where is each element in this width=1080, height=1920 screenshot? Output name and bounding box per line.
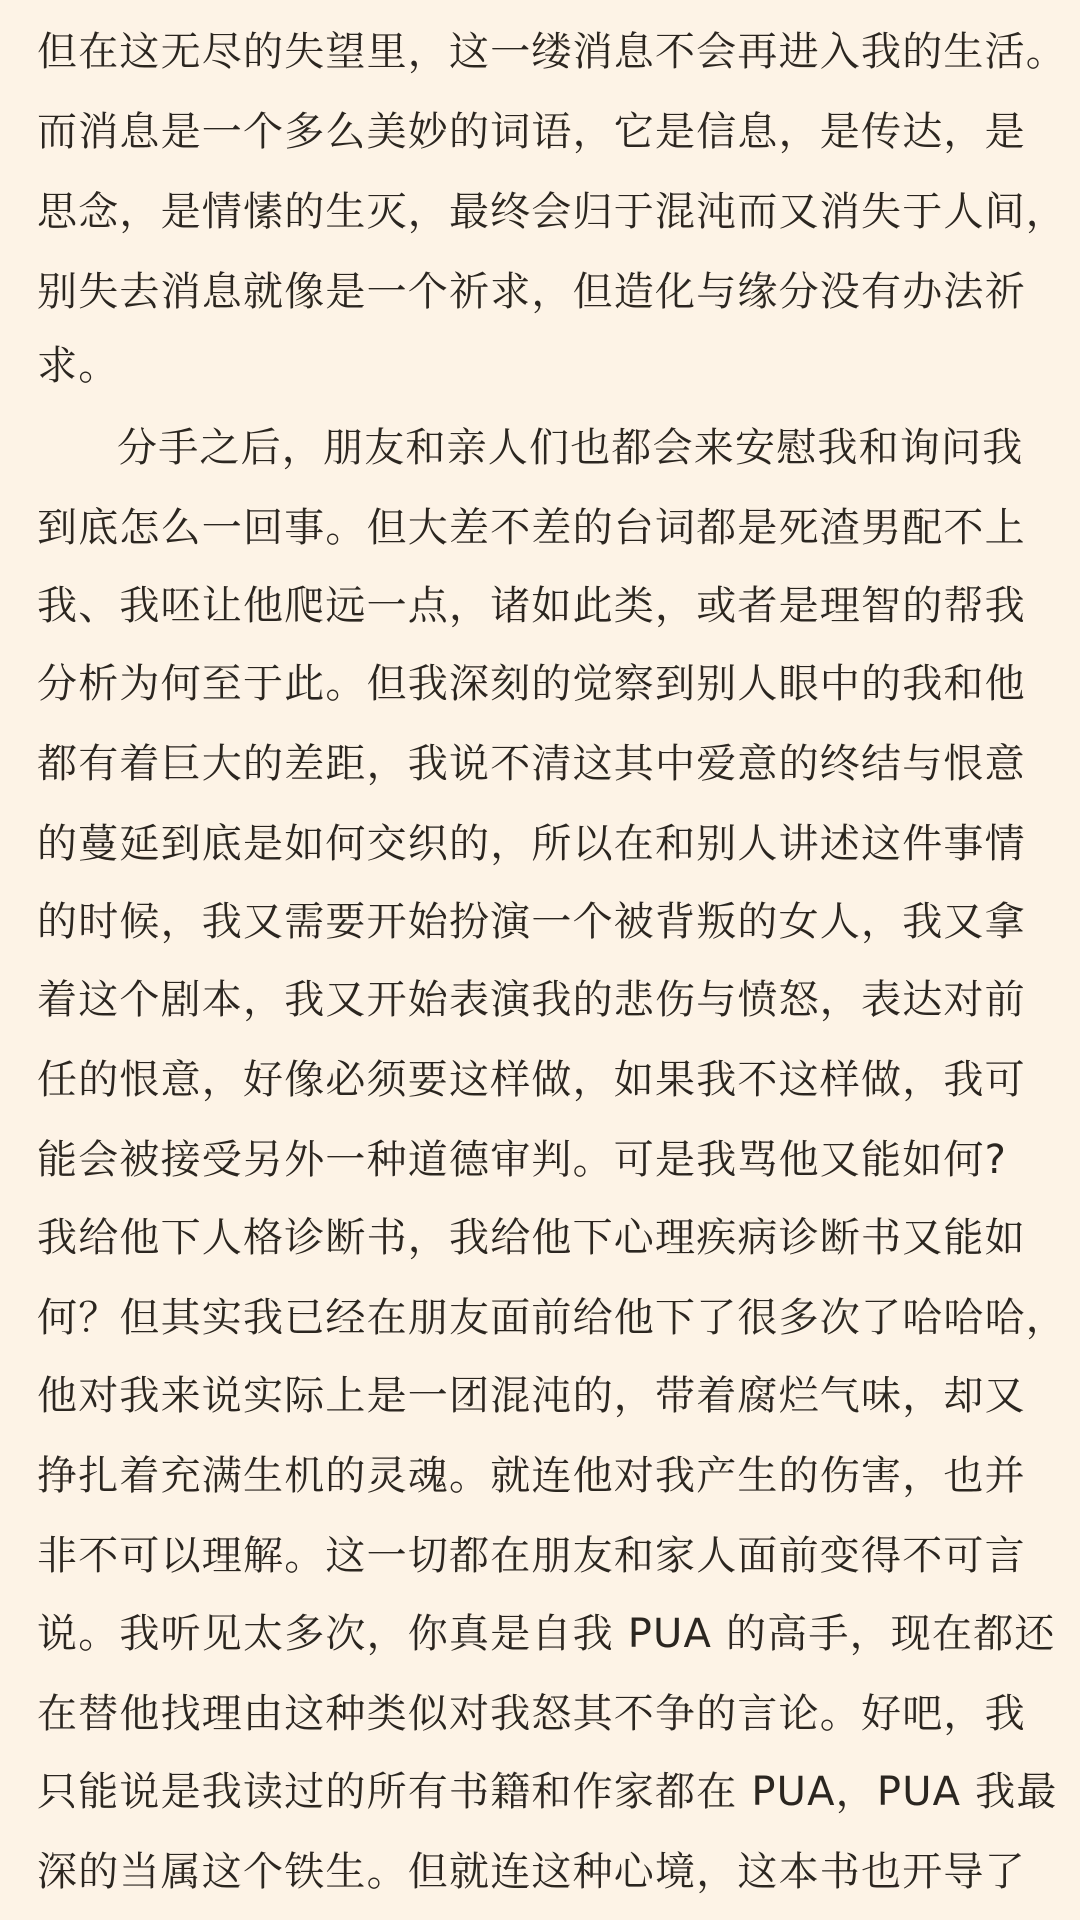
text-line: 着这个剧本，我又开始表演我的悲伤与愤怒，表达对前 bbox=[37, 977, 1026, 1023]
text-line: 何？但其实我已经在朋友面前给他下了很多次了哈哈哈， bbox=[37, 1295, 1067, 1341]
text-line: 分析为何至于此。但我深刻的觉察到别人眼中的我和他 bbox=[37, 661, 1026, 707]
text-line: 到底怎么一回事。但大差不差的台词都是死渣男配不上 bbox=[37, 505, 1026, 551]
text-line: 挣扎着充满生机的灵魂。就连他对我产生的伤害，也并 bbox=[37, 1453, 1026, 1499]
text-line: 只能说是我读过的所有书籍和作家都在 PUA，PUA 我最 bbox=[37, 1769, 1058, 1815]
paragraph-start-line: 分手之后，朋友和亲人们也都会来安慰我和询问我 bbox=[117, 425, 1024, 471]
text-line: 的时候，我又需要开始扮演一个被背叛的女人，我又拿 bbox=[37, 899, 1026, 945]
text-line: 说。我听见太多次，你真是自我 PUA 的高手，现在都还 bbox=[37, 1611, 1056, 1657]
text-line: 别失去消息就像是一个祈求，但造化与缘分没有办法祈 bbox=[37, 269, 1026, 315]
text-line: 任的恨意，好像必须要这样做，如果我不这样做，我可 bbox=[37, 1057, 1026, 1103]
text-line: 而消息是一个多么美妙的词语，它是信息，是传达，是 bbox=[37, 109, 1026, 155]
text-line: 但在这无尽的失望里，这一缕消息不会再进入我的生活。 bbox=[37, 29, 1067, 75]
text-line: 的蔓延到底是如何交织的，所以在和别人讲述这件事情 bbox=[37, 821, 1026, 867]
text-line: 求。 bbox=[37, 343, 120, 389]
text-line: 我、我呸让他爬远一点，诸如此类，或者是理智的帮我 bbox=[37, 583, 1026, 629]
text-line: 都有着巨大的差距，我说不清这其中爱意的终结与恨意 bbox=[37, 741, 1026, 787]
text-line: 能会被接受另外一种道德审判。可是我骂他又能如何? bbox=[37, 1137, 1008, 1183]
text-line: 在替他找理由这种类似对我怒其不争的言论。好吧，我 bbox=[37, 1691, 1026, 1737]
text-line: 深的当属这个铁生。但就连这种心境，这本书也开导了 bbox=[37, 1849, 1026, 1895]
text-line: 思念，是情愫的生灭，最终会归于混沌而又消失于人间， bbox=[37, 189, 1067, 235]
text-line: 我给他下人格诊断书，我给他下心理疾病诊断书又能如 bbox=[37, 1215, 1026, 1261]
text-line: 他对我来说实际上是一团混沌的，带着腐烂气味，却又 bbox=[37, 1373, 1026, 1419]
text-line: 非不可以理解。这一切都在朋友和家人面前变得不可言 bbox=[37, 1533, 1026, 1579]
